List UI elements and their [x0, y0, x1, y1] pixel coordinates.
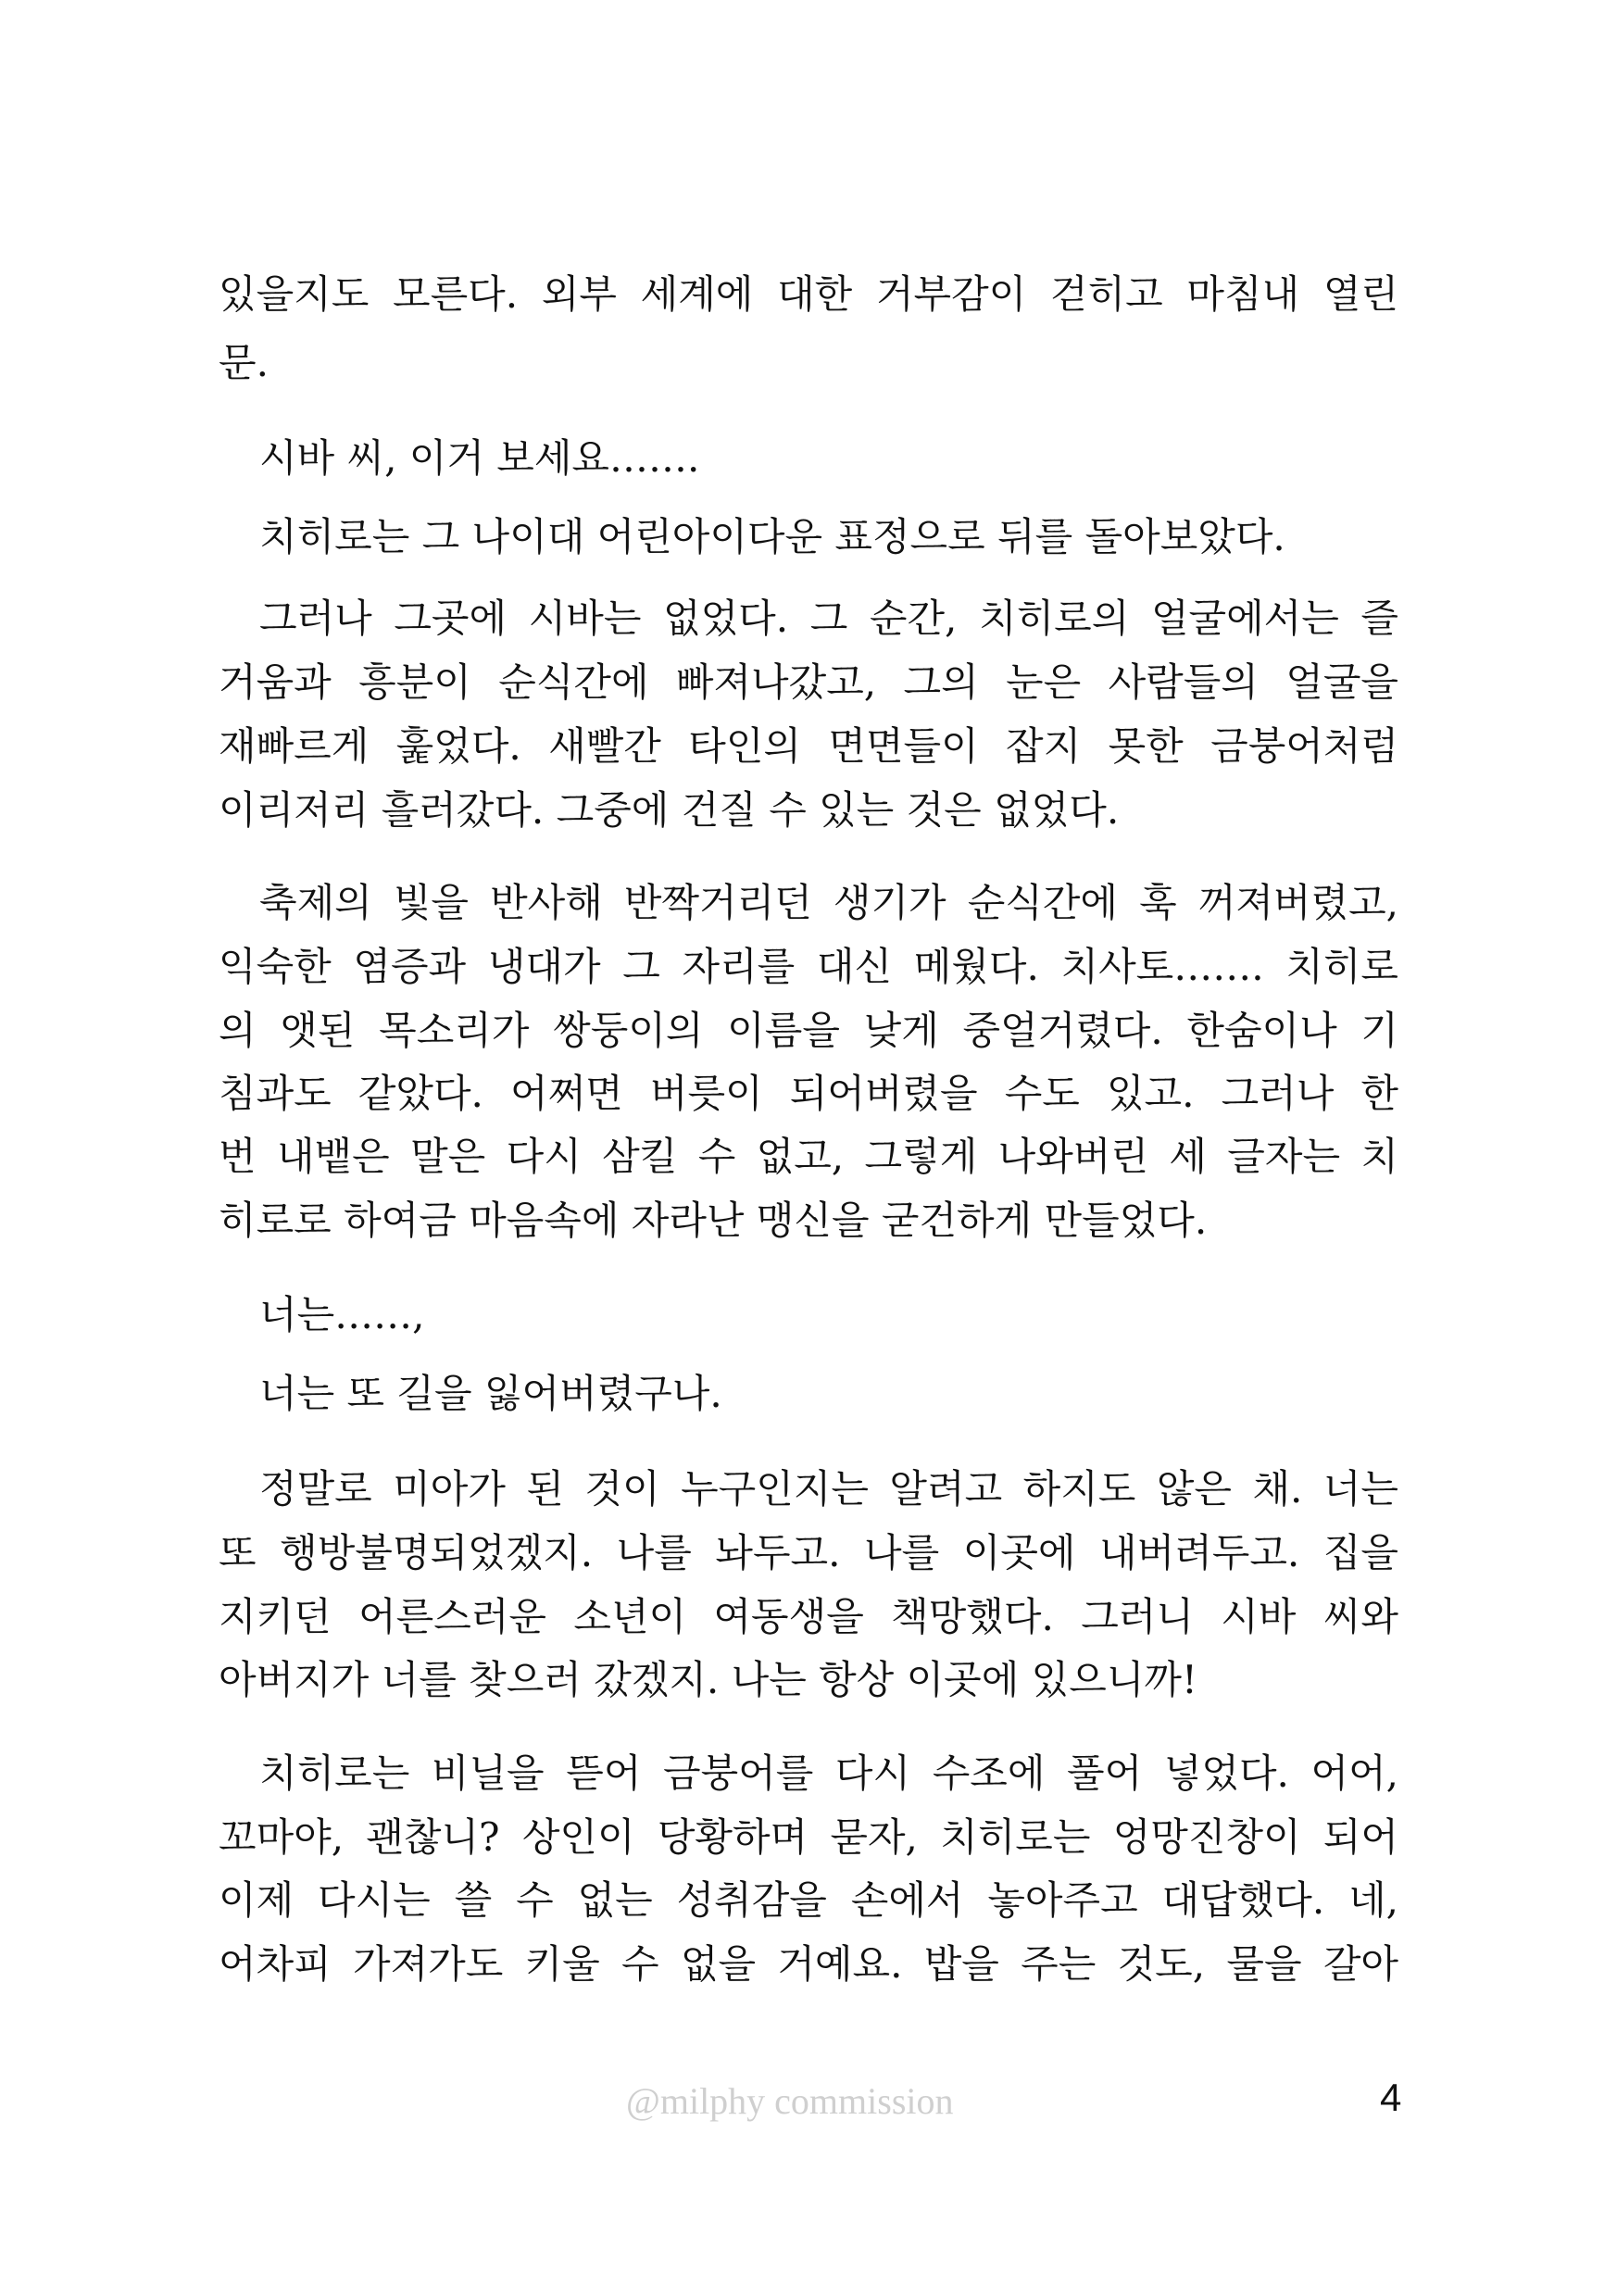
page-number: 4 — [1380, 2076, 1402, 2119]
text-line: 재빠르게 훑었다. 새빨간 타인의 면면들이 잡지 못한 금붕어처럼 — [219, 723, 1398, 769]
text-line: 또 행방불명되었겠지. 나를 놔두고. 나를 이곳에 내버려두고. 집을 — [219, 1530, 1398, 1575]
text-line: 어차피 가져가도 키울 수 없을 거예요. 밥을 주는 것도, 물을 갈아 — [219, 1941, 1398, 1987]
text-line: 히로로 하여금 마음속에 자라난 맹신을 굳건하게 만들었다. — [219, 1198, 1208, 1243]
text-line: 이리저리 흘러갔다. 그중에 건질 수 있는 것은 없었다. — [219, 787, 1120, 833]
text-line: 치히로는 비닐을 뜯어 금붕어를 다시 수조에 풀어 넣었다. 어어, — [259, 1750, 1398, 1796]
text-line: 정말로 미아가 된 것이 누구인지는 알려고 하지도 않은 채. 너는 — [259, 1466, 1398, 1512]
text-line: 지키던 어른스러운 소년이 여동생을 책망했다. 그러니 시바 씨와 — [219, 1594, 1398, 1639]
text-line: 번 내뱉은 말은 다시 삼킬 수 없고, 그렇게 나와버린 세 글자는 치 — [219, 1134, 1398, 1179]
text-line: 꼬마야, 괜찮니? 상인이 당황하며 묻자, 치히로는 엉망진창이 되어 — [219, 1814, 1398, 1860]
text-line: 거움과 흥분이 순식간에 빠져나갔고, 그의 눈은 사람들의 얼굴을 — [219, 659, 1398, 705]
text-line: 시바 씨, 이거 보세요……. — [259, 435, 700, 481]
text-line: 문. — [219, 340, 269, 385]
text-line: 있을지도 모른다. 외부 세계에 대한 거부감이 걷히고 마침내 열린 — [219, 271, 1398, 317]
text-line: 침과도 같았다. 어쩌면 버릇이 되어버렸을 수도 있고. 그러나 한 — [219, 1071, 1398, 1116]
text-line: 너는……, — [259, 1292, 425, 1337]
text-line: 너는 또 길을 잃어버렸구나. — [259, 1371, 722, 1416]
footer-watermark: @milphy commission — [626, 2080, 954, 2122]
text-line: 축제의 빛을 반사해 반짝거리던 생기가 순식간에 훅 꺼져버렸고, — [259, 880, 1398, 925]
text-line: 아버지가 너를 찾으러 갔겠지. 나는 항상 이곳에 있으니까! — [219, 1657, 1197, 1702]
text-line: 익숙한 염증과 냉대가 그 자리를 대신 메웠다. 치사토……. 치히로 — [219, 944, 1398, 989]
text-line: 의 앳된 목소리가 쌍둥이의 이름을 낮게 중얼거렸다. 한숨이나 기 — [219, 1008, 1398, 1053]
text-line: 이제 다시는 쓸 수 없는 성취감을 손에서 놓아주고 대답했다. 네, — [219, 1877, 1398, 1923]
text-line: 그러나 그곳에 시바는 없었다. 그 순간, 치히로의 얼굴에서는 즐 — [259, 596, 1398, 641]
text-line: 치히로는 그 나이대 어린아이다운 표정으로 뒤를 돌아보았다. — [259, 514, 1285, 559]
